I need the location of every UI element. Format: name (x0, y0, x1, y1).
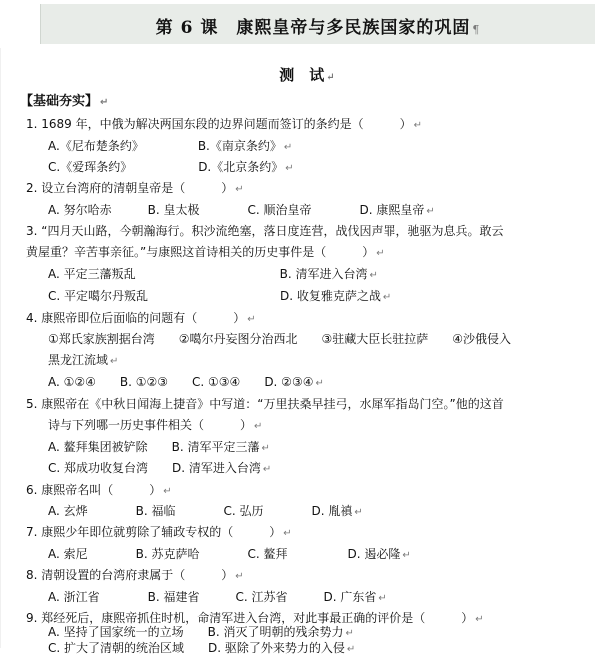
q1-options-cd: C.《爱珲条约》 D.《北京条约》 ↵ (48, 160, 294, 174)
question-6: 6. 康熙帝名叫（ ） ↵ (26, 483, 172, 497)
q1-options-ab: A.《尼布楚条约》 B.《南京条约》 ↵ (48, 139, 293, 153)
question-9: 9. 郑经死后，康熙帝抓住时机，命清军进入台湾，对此事最正确的评价是（ ） ↵ (26, 611, 484, 625)
return-arrow-icon: ↵ (402, 550, 411, 561)
question-7: 7. 康熙少年即位就剪除了辅政专权的（ ） ↵ (26, 525, 292, 539)
q4-items-cont: 黑龙江流域 ↵ (48, 353, 119, 367)
question-5-cont: 诗与下列哪一历史事件相关（ ） ↵ (48, 418, 263, 432)
q3-options-cd: C. 平定噶尔丹叛乱 D. 收复雅克萨之战 ↵ (48, 289, 392, 303)
question-2: 2. 设立台湾府的清朝皇帝是（ ） ↵ (26, 181, 244, 195)
return-arrow-icon: ↵ (261, 443, 270, 454)
question-1: 1. 1689 年，中俄为解决两国东段的边界问题而签订的条约是（ ） ↵ (26, 117, 423, 131)
return-arrow-icon: ↵ (345, 628, 354, 639)
question-4: 4. 康熙帝即位后面临的问题有（ ） ↵ (26, 311, 256, 325)
return-arrow-icon: ↵ (110, 356, 119, 367)
return-arrow-icon: ↵ (376, 248, 385, 259)
q2-options: A. 努尔哈赤 B. 皇太极 C. 顺治皇帝 D. 康熙皇帝 ↵ (48, 203, 435, 217)
title-text: 第 6 课 康熙皇帝与多民族国家的巩固 (155, 18, 471, 38)
return-arrow-icon: ↵ (346, 644, 356, 655)
q9-options-cd: C. 扩大了清朝的统治区域 D. 驱除了外来势力的入侵 ↵ (48, 641, 356, 655)
q5-options-ab: A. 鳌拜集团被铲除 B. 清军平定三藩 ↵ (48, 440, 270, 454)
q5-options-cd: C. 郑成功收复台湾 D. 清军进入台湾 ↵ (48, 461, 272, 475)
return-arrow-icon: ↵ (283, 142, 293, 153)
return-arrow-icon: ↵ (100, 97, 109, 108)
return-arrow-icon: ↵ (283, 528, 292, 539)
q4-options: A. ①②④ B. ①②③ C. ①③④ D. ②③④ ↵ (48, 375, 324, 389)
q3-options-ab: A. 平定三藩叛乱 B. 清军进入台湾 ↵ (48, 267, 378, 281)
return-arrow-icon: ↵ (235, 184, 244, 195)
pilcrow-icon: ¶ (472, 23, 481, 36)
question-5: 5. 康熙帝在《中秋日闻海上捷音》中写道：“万里扶桑早挂弓，水犀军指岛门空。”他的这首 (26, 397, 504, 411)
return-arrow-icon: ↵ (369, 270, 378, 281)
question-3-cont: 黄屋重？辛苦事亲征。”与康熙这首诗相关的历史事件是（ ） ↵ (26, 245, 385, 259)
return-arrow-icon: ↵ (262, 464, 272, 475)
page-edge (0, 48, 1, 648)
return-arrow-icon: ↵ (315, 378, 324, 389)
page-title (41, 13, 595, 38)
return-arrow-icon: ↵ (426, 206, 435, 217)
q6-options: A. 玄烨 B. 福临 C. 弘历 D. 胤禛 ↵ (48, 504, 363, 518)
section-heading: 【基础夯实】 ↵ (20, 94, 109, 109)
return-arrow-icon: ↵ (247, 314, 256, 325)
question-3: 3. “四月天山路，今朝瀚海行。积沙流绝塞，落日度连营，战伐因声罪，驰驱为息兵。敢云 (26, 224, 504, 238)
return-arrow-icon: ↵ (378, 593, 387, 604)
return-arrow-icon: ↵ (235, 571, 244, 582)
q7-options: A. 索尼 B. 苏克萨哈 C. 鳌拜 D. 遏必隆 ↵ (48, 547, 411, 561)
q8-options: A. 浙江省 B. 福建省 C. 江苏省 D. 广东省 ↵ (48, 590, 387, 604)
return-arrow-icon: ↵ (285, 163, 294, 174)
q9-options-ab: A. 坚持了国家统一的立场 B. 消灭了明朝的残余势力 ↵ (48, 625, 354, 639)
question-8: 8. 清朝设置的台湾府隶属于（ ） ↵ (26, 568, 244, 582)
return-arrow-icon: ↵ (413, 120, 423, 131)
return-arrow-icon: ↵ (254, 421, 263, 432)
test-heading: 测 试 ↵ (279, 66, 335, 84)
title-banner (40, 4, 595, 44)
return-arrow-icon: ↵ (163, 486, 172, 497)
return-arrow-icon: ↵ (382, 292, 392, 303)
q4-items: ①郑氏家族割据台湾 ②噶尔丹妄图分治西北 ③驻藏大臣长驻拉萨 ④沙俄侵入 (48, 332, 512, 346)
return-arrow-icon: ↵ (475, 614, 484, 625)
return-arrow-icon: ↵ (354, 507, 363, 518)
return-arrow-icon: ↵ (326, 72, 335, 83)
